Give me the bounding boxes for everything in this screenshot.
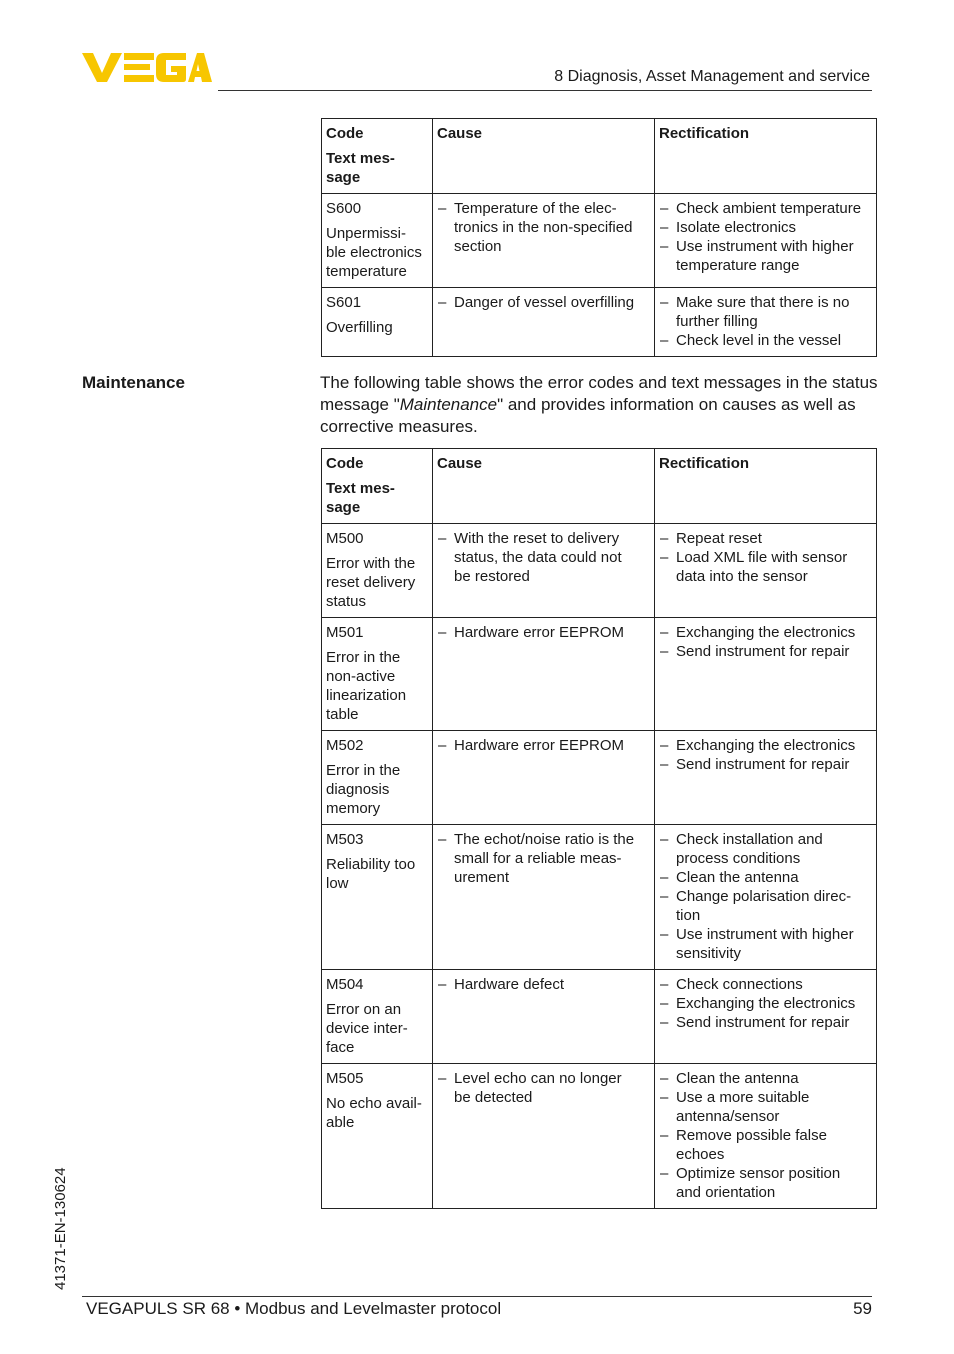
rectification-item [659, 237, 872, 275]
dash-marker: – [660, 1165, 669, 1182]
cause-list [437, 975, 650, 994]
cause-list [437, 830, 650, 887]
dash-marker: – [660, 200, 669, 217]
cause-list [437, 1069, 650, 1107]
rectification-item [659, 925, 872, 963]
header-code: Code [326, 125, 364, 142]
code-cell [322, 731, 433, 825]
rectification-list [659, 293, 872, 350]
rectification-item-text: Make sure that there is no further filling [676, 294, 850, 330]
cause-cell [433, 825, 655, 970]
dash-marker: – [660, 1127, 669, 1144]
rectification-cell [655, 731, 877, 825]
header-cause: Cause [437, 455, 483, 472]
dash-marker: – [660, 756, 669, 773]
code-cell [322, 524, 433, 618]
rectification-item [659, 642, 872, 661]
rectification-item-text: Repeat reset [676, 530, 762, 547]
rectification-item [659, 1013, 872, 1032]
rectification-cell [655, 288, 877, 357]
dash-marker: – [660, 976, 669, 993]
dash-marker: – [438, 624, 447, 641]
cause-item-text: The echot/noise ratio is the small for a reliable meas- urement [454, 831, 635, 886]
rectification-item [659, 1126, 872, 1164]
cause-cell [433, 970, 655, 1064]
cause-list [437, 623, 650, 642]
cause-item [437, 1069, 650, 1107]
rectification-item [659, 994, 872, 1013]
cause-item [437, 529, 650, 586]
cause-item-text: Hardware defect [454, 976, 565, 993]
cause-cell [433, 524, 655, 618]
cause-item-text: Hardware error EEPROM [454, 624, 625, 641]
footer-product-title: VEGAPULS SR 68 • Modbus and Levelmaster protocol [86, 1299, 502, 1318]
dash-marker: – [438, 530, 447, 547]
rectification-item-text: Remove possible false echoes [676, 1127, 827, 1163]
error-code: M502 [326, 737, 364, 754]
rectification-cell [655, 524, 877, 618]
rectification-item-text: Use instrument with higher temperature range [676, 238, 854, 274]
rectification-item [659, 548, 872, 586]
table-row [322, 288, 877, 357]
header-cell-code [322, 449, 433, 524]
rectification-item-text: Exchanging the electronics [676, 995, 856, 1012]
cause-item-text: Hardware error EEPROM [454, 737, 625, 754]
rectification-item-text: Use instrument with higher sensitivity [676, 926, 854, 962]
dash-marker: – [438, 200, 447, 217]
rectification-item-text: Check ambient temperature [676, 200, 862, 217]
cause-item [437, 293, 650, 312]
table-row [322, 825, 877, 970]
header-code: Code [326, 455, 364, 472]
cause-list [437, 293, 650, 312]
cause-item [437, 736, 650, 755]
table-row [322, 970, 877, 1064]
code-cell [322, 970, 433, 1064]
header-cell-code [322, 119, 433, 194]
dash-marker: – [660, 549, 669, 566]
cause-item [437, 199, 650, 256]
text-message: Error on an device inter- face [326, 1001, 408, 1056]
rectification-item [659, 1069, 872, 1088]
cause-cell [433, 1064, 655, 1209]
rectification-item [659, 975, 872, 994]
text-message: No echo avail- able [326, 1095, 422, 1131]
cause-list [437, 199, 650, 256]
text-message: Error with the reset delivery status [326, 555, 416, 610]
cause-cell [433, 288, 655, 357]
rectification-item-text: Clean the antenna [676, 1070, 799, 1087]
dash-marker: – [438, 831, 447, 848]
table-row [322, 618, 877, 731]
cause-item [437, 975, 650, 994]
error-code: S601 [326, 294, 362, 311]
rectification-cell [655, 1064, 877, 1209]
intro-text-end: " and provides information on causes as well as corrective measures. [320, 395, 856, 436]
rectification-item-text: Isolate electronics [676, 219, 797, 236]
rectification-cell [655, 618, 877, 731]
error-code: M505 [326, 1070, 364, 1087]
cause-item-text: Temperature of the elec- tronics in the non-specified section [454, 200, 633, 255]
header-cell-cause [433, 449, 655, 524]
dash-marker: – [660, 1070, 669, 1087]
header-divider [218, 90, 872, 91]
text-message: Unpermissi- ble electronics temperature [326, 225, 422, 280]
rectification-item-text: Load XML file with sensor data into the sensor [676, 549, 848, 585]
maintenance-heading: Maintenance [82, 373, 185, 392]
dash-marker: – [660, 1089, 669, 1106]
rectification-item-text: Check installation and process conditions [676, 831, 823, 867]
rectification-cell [655, 194, 877, 288]
rectification-item-text: Change polarisation direc- tion [676, 888, 852, 924]
header-cause: Cause [437, 125, 483, 142]
page-number: 59 [853, 1299, 872, 1318]
code-cell [322, 825, 433, 970]
intro-text-italic: Maintenance [399, 395, 498, 414]
rectification-item [659, 529, 872, 548]
header-rectification: Rectification [659, 125, 750, 142]
text-message: Overfilling [326, 319, 393, 336]
header-cell-rectification [655, 119, 877, 194]
code-cell [322, 618, 433, 731]
dash-marker: – [660, 332, 669, 349]
dash-marker: – [438, 737, 447, 754]
dash-marker: – [660, 926, 669, 943]
rectification-list [659, 623, 872, 661]
text-message: Reliability too low [326, 856, 416, 892]
cause-item [437, 623, 650, 642]
rectification-item [659, 830, 872, 868]
table-row [322, 524, 877, 618]
rectification-item [659, 293, 872, 331]
rectification-item [659, 199, 872, 218]
rectification-item [659, 736, 872, 755]
header-cell-cause [433, 119, 655, 194]
dash-marker: – [660, 869, 669, 886]
rectification-item [659, 1164, 872, 1202]
error-code: M503 [326, 831, 364, 848]
rectification-item-text: Exchanging the electronics [676, 624, 856, 641]
section-title: 8 Diagnosis, Asset Management and service [554, 68, 870, 85]
rectification-item-text: Clean the antenna [676, 869, 799, 886]
rectification-cell [655, 970, 877, 1064]
header-rectification: Rectification [659, 455, 750, 472]
rectification-item [659, 868, 872, 887]
dash-marker: – [660, 888, 669, 905]
error-code: S600 [326, 200, 362, 217]
cause-item-text: Danger of vessel overfilling [454, 294, 635, 311]
rectification-item-text: Send instrument for repair [676, 756, 850, 773]
text-message: Error in the non-active linearization table [326, 649, 407, 723]
cause-item-text: Level echo can no longer be detected [454, 1070, 622, 1106]
rectification-cell [655, 825, 877, 970]
rectification-item-text: Exchanging the electronics [676, 737, 856, 754]
dash-marker: – [660, 643, 669, 660]
dash-marker: – [438, 1070, 447, 1087]
table-header-row [322, 449, 877, 524]
dash-marker: – [660, 831, 669, 848]
cause-cell [433, 194, 655, 288]
intro-text-start: The following table shows the error codes and text messages in the status message " [320, 373, 878, 414]
rectification-list [659, 736, 872, 774]
rectification-list [659, 975, 872, 1032]
rectification-item [659, 755, 872, 774]
header-text-message: Text mes- sage [326, 150, 395, 186]
table-row [322, 1064, 877, 1209]
cause-list [437, 736, 650, 755]
cause-list [437, 529, 650, 586]
cause-cell [433, 731, 655, 825]
error-code: M501 [326, 624, 364, 641]
rectification-list [659, 830, 872, 963]
dash-marker: – [660, 530, 669, 547]
table-row [322, 731, 877, 825]
dash-marker: – [660, 624, 669, 641]
dash-marker: – [438, 976, 447, 993]
cause-item [437, 830, 650, 887]
status-table-1 [321, 118, 877, 357]
header-text-message: Text mes- sage [326, 480, 395, 516]
dash-marker: – [660, 737, 669, 754]
rectification-item-text: Check connections [676, 976, 803, 993]
dash-marker: – [660, 294, 669, 311]
maintenance-table [321, 448, 877, 1209]
maintenance-intro [320, 372, 880, 438]
rectification-item-text: Send instrument for repair [676, 1014, 850, 1031]
table-row [322, 194, 877, 288]
rectification-item [659, 623, 872, 642]
document-number: 41371-EN-130624 [52, 1167, 69, 1290]
rectification-item-text: Send instrument for repair [676, 643, 850, 660]
code-cell [322, 288, 433, 357]
table-header-row [322, 119, 877, 194]
error-code: M500 [326, 530, 364, 547]
code-cell [322, 194, 433, 288]
rectification-list [659, 1069, 872, 1202]
rectification-list [659, 199, 872, 275]
rectification-item-text: Use a more suitable antenna/sensor [676, 1089, 810, 1125]
dash-marker: – [660, 238, 669, 255]
dash-marker: – [660, 219, 669, 236]
cause-item-text: With the reset to delivery status, the data could not be restored [454, 530, 622, 585]
rectification-list [659, 529, 872, 586]
vega-logo [82, 50, 212, 84]
rectification-item [659, 1088, 872, 1126]
rectification-item-text: Optimize sensor position and orientation [676, 1165, 841, 1201]
header-cell-rectification [655, 449, 877, 524]
rectification-item-text: Check level in the vessel [676, 332, 842, 349]
dash-marker: – [660, 995, 669, 1012]
code-cell [322, 1064, 433, 1209]
footer-divider [82, 1296, 872, 1297]
dash-marker: – [660, 1014, 669, 1031]
error-code: M504 [326, 976, 364, 993]
rectification-item [659, 331, 872, 350]
cause-cell [433, 618, 655, 731]
rectification-item [659, 218, 872, 237]
rectification-item [659, 887, 872, 925]
text-message: Error in the diagnosis memory [326, 762, 401, 817]
dash-marker: – [438, 294, 447, 311]
